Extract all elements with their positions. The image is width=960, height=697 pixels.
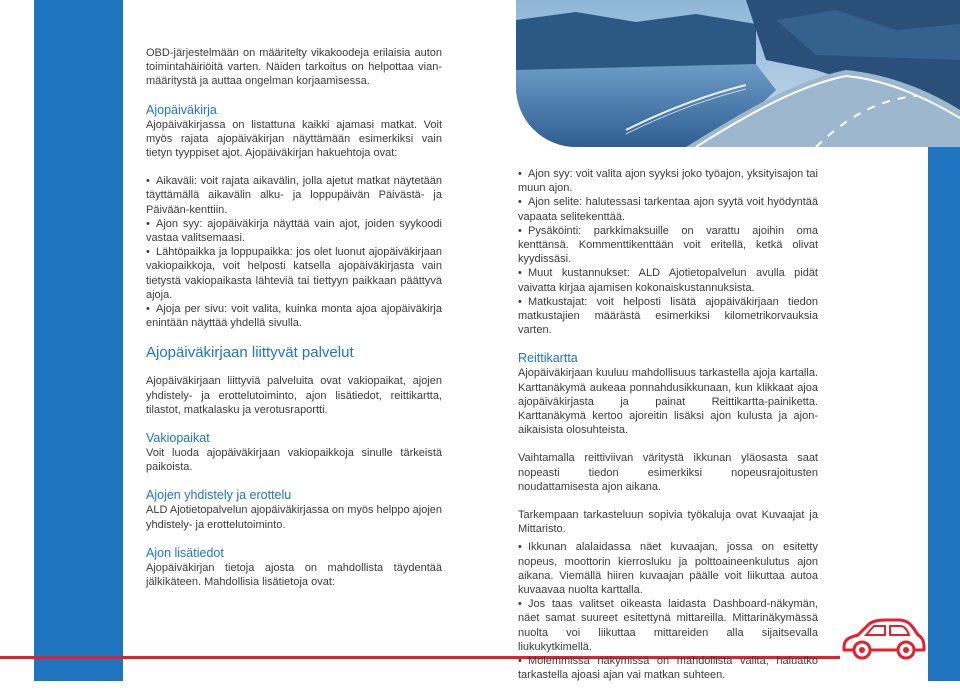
fixed-places-heading: Vakiopaikat <box>146 431 210 446</box>
list-item-text: Lähtöpaikka ja loppupaikka: jos olet luonut ajopäiväkirjaan vakiopaikkoja, voit helposti katsella ajopäiväkirjasta vain tietystä vakiopaikasta lähteviä tai tiettyyn paikkaan päättyvä ajoja. <box>146 246 442 301</box>
list-item: • Ajon syy: voit valita ajon syyksi joko työajon, yksityisajon tai muun ajon. <box>518 168 818 195</box>
services-heading: Ajopäiväkirjaan liittyvät palvelut <box>146 344 354 362</box>
logbook-heading: Ajopäiväkirja <box>146 102 217 117</box>
extra-info-paragraph: Ajopäiväkirjan tietoja ajosta on mahdollista täydentää jälkikäteen. Mahdollisia lisätietoja ovat: <box>146 561 442 589</box>
left-text-column <box>146 46 442 603</box>
list-item-text: Ikkunan alalaidassa näet kuvaajan, jossa on esitetty nopeus, moottorin kierrosluku ja polttoaineenkulutus ajon aikana. Viemällä hiiren kuvaajan päälle voit liikuttaa autoa kuvaavaa nuolta karttalla. <box>518 541 818 597</box>
list-item-text: Ajoja per sivu: voit valita, kuinka monta ajoa ajopäiväkirja enintään näyttää yhdellä sivulla. <box>146 303 442 330</box>
tools-intro-paragraph: Tarkempaan tarkasteluun sopivia työkaluja ovat Kuvaajat ja Mittaristo. <box>518 509 818 536</box>
tools-list <box>518 540 818 682</box>
list-item: • Jos taas valitset oikeasta laidasta Dashboard-näkymän, näet samat suureet esitettynä mittareilla. Mittarinäkymässä nuolta voi liikuttaa mittareiden alla sijaitsevalla liukukytkimellä. <box>518 598 818 653</box>
list-item-text: Aikaväli: voit rajata aikavälin, jolla ajetut matkat näytetään täyttämällä aikavälin alku- ja loppupäivän Päivästä- ja Päivään-kenttiin. <box>146 175 442 216</box>
right-text-column <box>518 167 818 697</box>
route-color-paragraph: Vaihtamalla reittiviivan väritystä ikkunan yläosasta saat nopeasti tiedon esimerkiksi nopeusrajoitusten noudattamisesta ajon aikana. <box>518 452 818 493</box>
left-blue-stripe <box>34 0 123 681</box>
list-item-text: Ajon selite: halutessasi tarkentaa ajon syytä voit hyödyntää vapaata selitekenttää. <box>518 196 818 223</box>
list-item: • Ajon selite: halutessasi tarkentaa ajon syytä voit hyödyntää vapaata selitekenttää. <box>518 196 818 223</box>
road-landscape-photo <box>516 0 960 147</box>
car-icon <box>838 617 926 661</box>
list-item: • Muut kustannukset: ALD Ajotietopalvelun avulla pidät vaivatta kirjaa ajamisen kokonaiskustannuksista. <box>518 267 818 294</box>
combine-split-heading: Ajojen yhdistely ja erottelu <box>146 488 292 503</box>
extra-info-heading: Ajon lisätiedot <box>146 545 224 560</box>
logbook-paragraph: Ajopäiväkirjassa on listattuna kaikki ajamasi matkat. Voit myös rajata ajopäiväkirjan näyttämään esimerkiksi vain tietyn tyyppiset ajot. Ajopäiväkirjan hakuehtoja ovat: <box>146 118 442 160</box>
list-item: • Ajon syy: ajopäiväkirja näyttää vain ajot, joiden syykoodi vastaa valitsemaasi. <box>146 217 442 245</box>
list-item-text: Jos taas valitset oikeasta laidasta Dashboard-näkymän, näet samat suureet esitettynä mittareilla. Mittarinäkymässä nuolta voi liikuttaa mittareiden alla sijaitsevalla liukukytkimellä. <box>518 598 818 653</box>
list-item-text: Ajon syy: voit valita ajon syyksi joko työajon, yksityisajon tai muun ajon. <box>518 168 818 195</box>
list-item: • Lähtöpaikka ja loppupaikka: jos olet luonut ajopäiväkirjaan vakiopaikkoja, voit helposti katsella ajopäiväkirjasta vain tietystä vakiopaikasta lähteviä tai tiettyyn paikkaan päättyvä ajoja. <box>146 246 442 301</box>
list-item: • Ikkunan alalaidassa näet kuvaajan, jossa on esitetty nopeus, moottorin kierrosluku ja polttoaineenkulutus ajon aikana. Viemällä hiiren kuvaajan päälle voit liikuttaa autoa kuvaavaa nuolta karttalla. <box>518 541 818 597</box>
list-item-text: Ajon syy: ajopäiväkirja näyttää vain ajot, joiden syykoodi vastaa valitsemaasi. <box>146 217 442 245</box>
fixed-places-paragraph: Voit luoda ajopäiväkirjaan vakiopaikkoja sinulle tärkeistä paikoista. <box>146 447 442 474</box>
route-map-heading: Reittikartta <box>518 351 578 366</box>
list-item-text: Matkustajat: voit helposti lisätä ajopäiväkirjaan tiedon matkustajien määrästä esimerkiksi kilometrikorvauksia varten. <box>518 295 818 337</box>
intro-paragraph: OBD-järjestelmään on määritelty vikakoodeja erilaisia auton toimintahäiriöitä varten. Näiden tarkoitus on helpottaa vian-määritystä ja auttaa ongelman korjaamisessa. <box>146 47 442 88</box>
list-item-text: Molemmissa näkymissä on mahdollista valita, haluatko tarkastella ajoasi ajan vai matkan suhteen. <box>518 655 818 682</box>
combine-split-paragraph: ALD Ajotietopalvelun ajopäiväkirjassa on myös helppo ajojen yhdistely- ja erottelutoiminto. <box>146 504 442 531</box>
extra-info-list <box>518 167 818 337</box>
list-item: • Aikaväli: voit rajata aikavälin, jolla ajetut matkat näytetään täyttämällä aikavälin alku- ja loppupäivän Päivästä- ja Päivään-kenttiin. <box>146 175 442 216</box>
list-item: • Molemmissa näkymissä on mahdollista valita, haluatko tarkastella ajoasi ajan vai matkan suhteen. <box>518 655 818 682</box>
search-criteria-list <box>146 174 442 330</box>
list-item: • Pysäköinti: parkkimaksuille on varattu ajoihin oma kenttänsä. Kommenttikenttään voit eritellä, ketkä olivat kyydissäsi. <box>518 224 818 266</box>
list-item: • Matkustajat: voit helposti lisätä ajopäiväkirjaan tiedon matkustajien määrästä esimerkiksi kilometrikorvauksia varten. <box>518 295 818 337</box>
list-item: • Ajoja per sivu: voit valita, kuinka monta ajoa ajopäiväkirja enintään näyttää yhdellä sivulla. <box>146 303 442 330</box>
services-paragraph: Ajopäiväkirjaan liittyviä palveluita ovat vakiopaikat, ajojen yhdistely- ja erottelutoiminto, ajon lisätiedot, reittikartta, tilastot, matkalasku ja verotusraportti. <box>146 375 442 416</box>
list-item-text: Pysäköinti: parkkimaksuille on varattu ajoihin oma kenttänsä. Kommenttikenttään voit eritellä, ketkä olivat kyydissäsi. <box>518 224 818 266</box>
list-item-text: Muut kustannukset: ALD Ajotietopalvelun avulla pidät vaivatta kirjaa ajamisen kokonaiskustannuksista. <box>518 267 818 294</box>
route-map-paragraph: Ajopäiväkirjaan kuuluu mahdollisuus tarkastella ajoja kartalla. Karttanäkymä aukeaa ponnahdusikkunaan, kun klikkaat ajoa ajopäiväkirjasta ja painat Reittikartta-painiketta. Karttanäkymä kertoo ajoreitin lisäksi ajon kulusta ja ajon-aikaisista olosuhteista. <box>518 367 818 437</box>
